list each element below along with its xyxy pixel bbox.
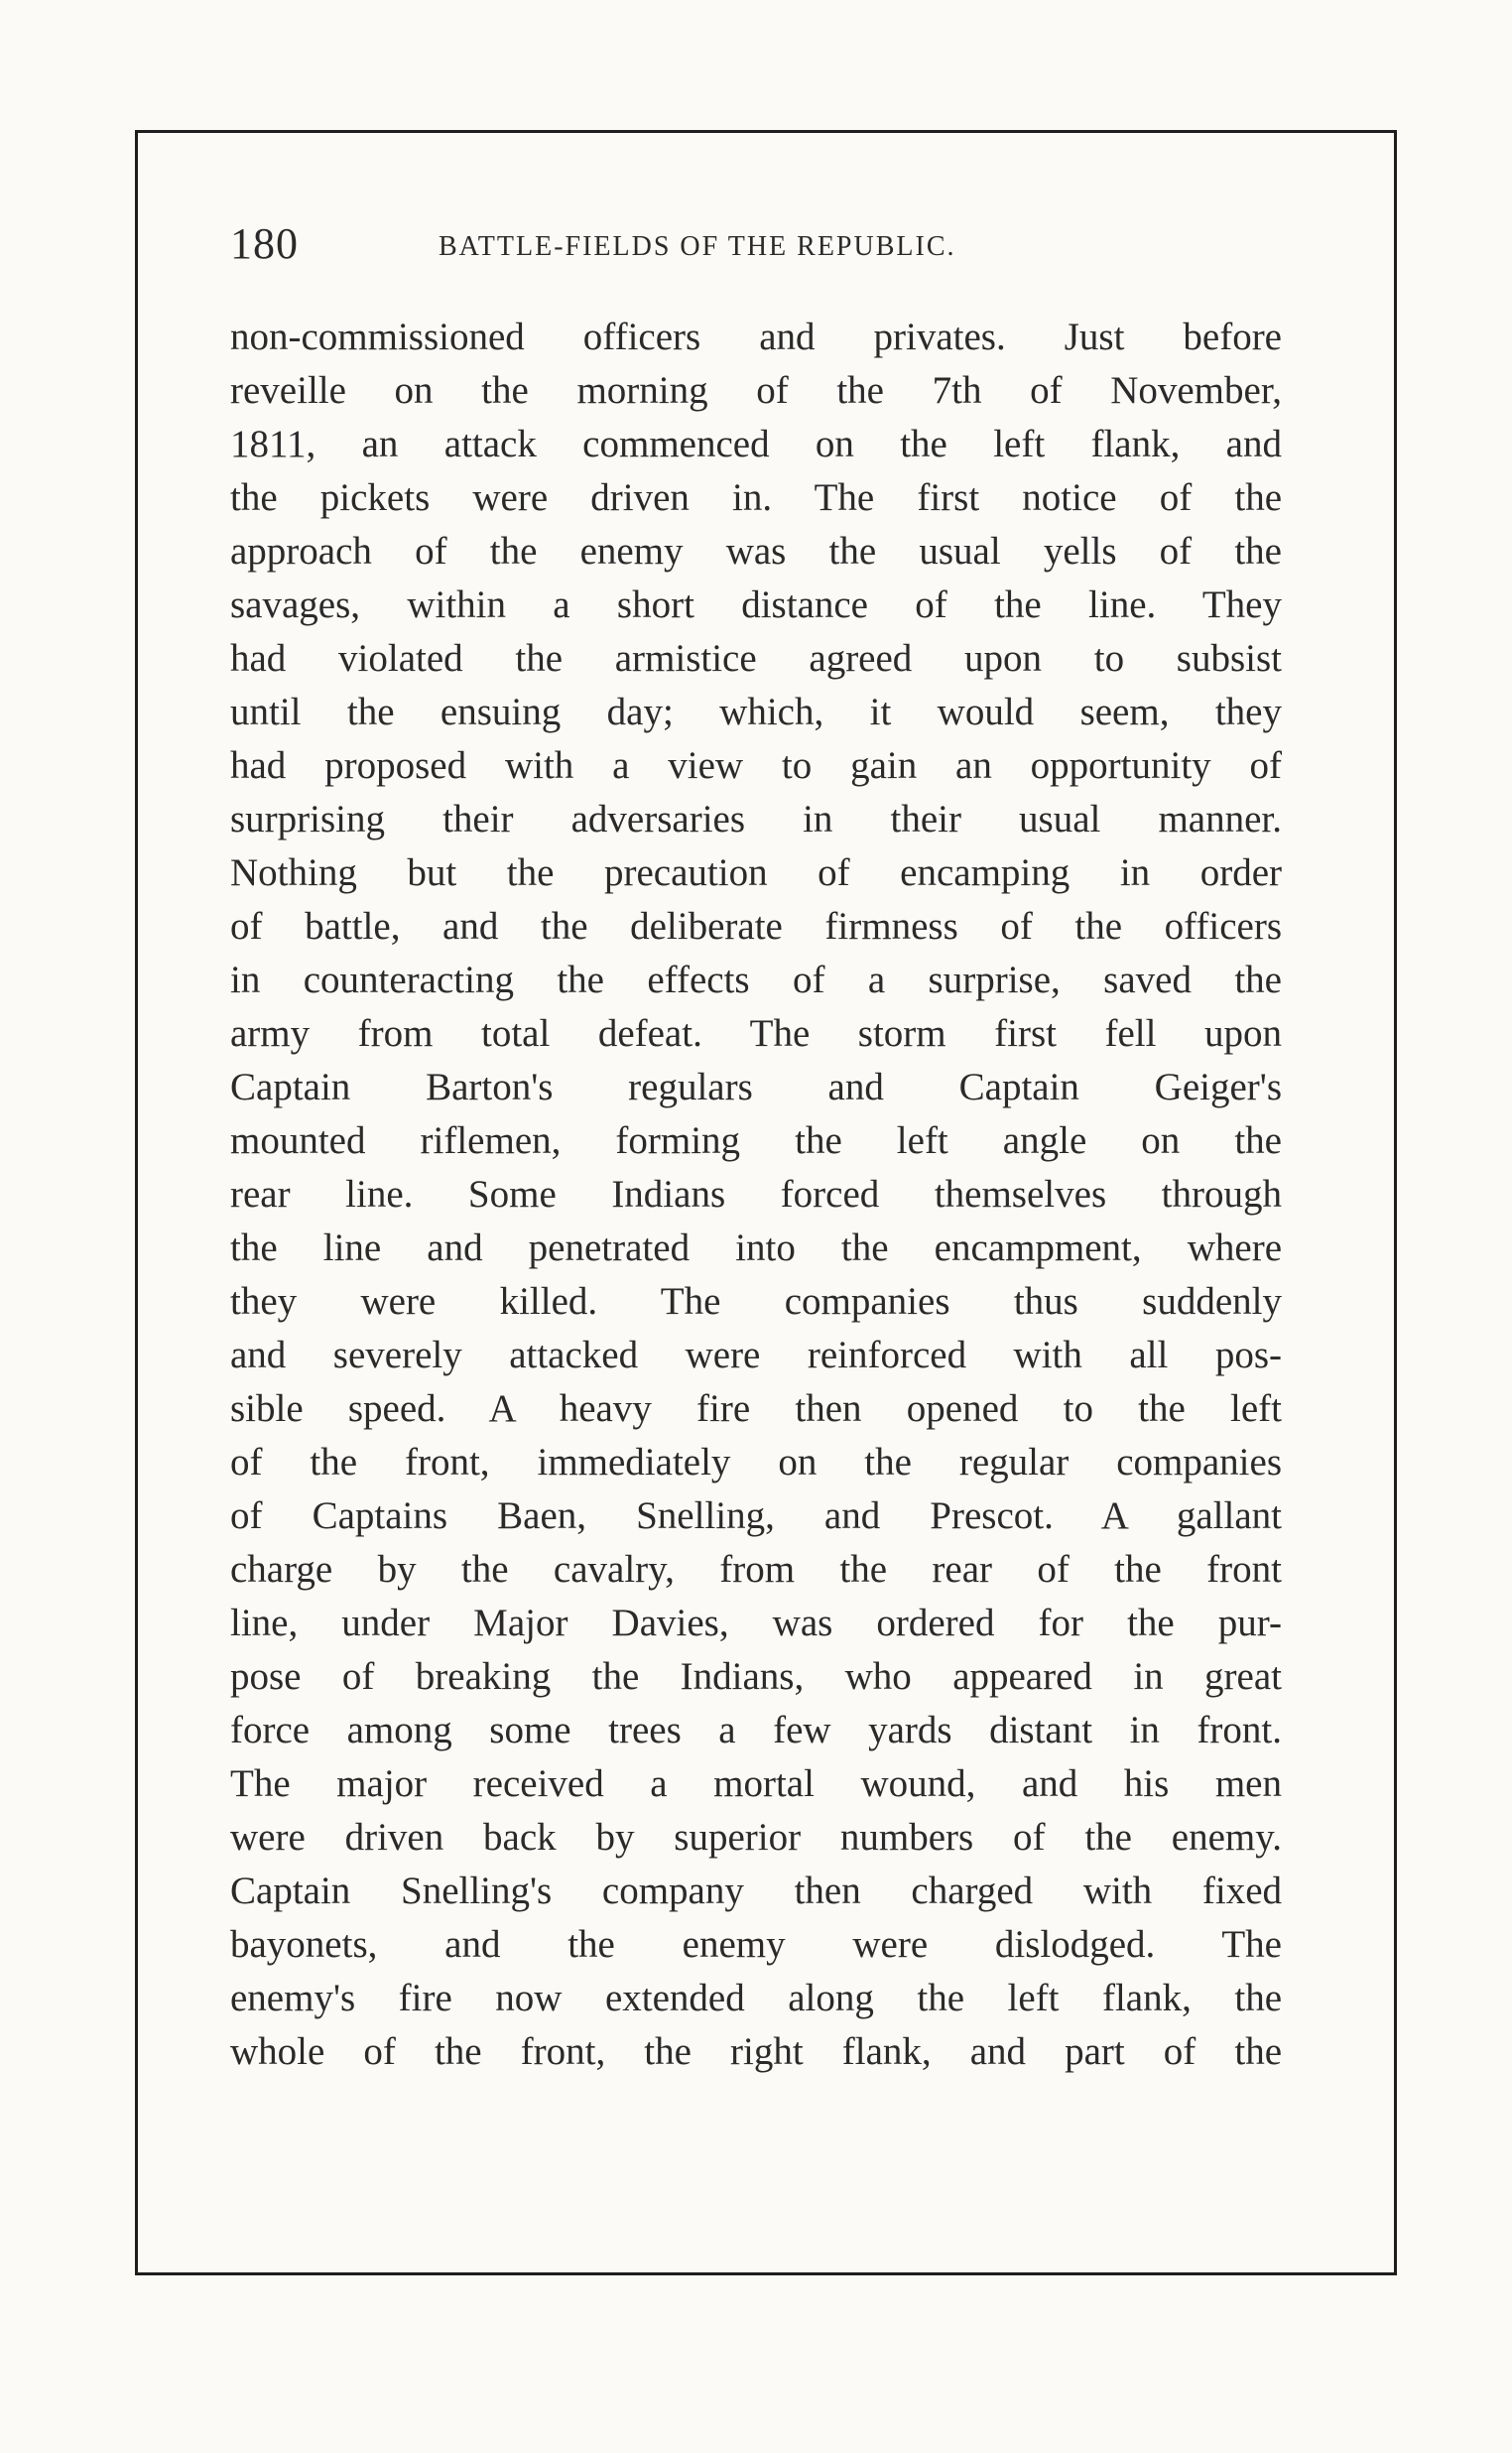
- text-line: Nothing but the precaution of encamping in order: [230, 851, 1282, 894]
- text-line: of Captains Baen, Snelling, and Prescot. A gallant: [230, 1494, 1282, 1537]
- text-line: the pickets were driven in. The first notice of the: [230, 476, 1282, 519]
- text-line: of battle, and the deliberate firmness of the officers: [230, 905, 1282, 948]
- text-line: The major received a mortal wound, and his men: [230, 1762, 1282, 1805]
- text-line: line, under Major Davies, was ordered for the pur-: [230, 1602, 1282, 1644]
- text-line: until the ensuing day; which, it would seem, they: [230, 691, 1282, 733]
- text-line: bayonets, and the enemy were dislodged. The: [230, 1923, 1282, 1966]
- text-line: of the front, immediately on the regular companies: [230, 1441, 1282, 1484]
- text-line: savages, within a short distance of the line. They: [230, 583, 1282, 626]
- text-line: had violated the armistice agreed upon to subsist: [230, 637, 1282, 680]
- text-line: reveille on the morning of the 7th of November,: [230, 369, 1282, 412]
- text-line: had proposed with a view to gain an opportunity of: [230, 744, 1282, 787]
- page-frame-right-rule: [1394, 130, 1397, 2275]
- running-title: BATTLE-FIELDS OF THE REPUBLIC.: [439, 231, 956, 262]
- text-line: charge by the cavalry, from the rear of the front: [230, 1548, 1282, 1591]
- text-line: army from total defeat. The storm first fell upon: [230, 1012, 1282, 1055]
- text-line: 1811, an attack commenced on the left flank, and: [230, 423, 1282, 465]
- text-line: non-commissioned officers and privates. Just before: [230, 316, 1282, 358]
- text-line: were driven back by superior numbers of the enemy.: [230, 1816, 1282, 1859]
- text-line: rear line. Some Indians forced themselves through: [230, 1173, 1282, 1216]
- running-head: [230, 214, 1282, 274]
- text-line: pose of breaking the Indians, who appeared in great: [230, 1655, 1282, 1698]
- text-line: surprising their adversaries in their usual manner.: [230, 798, 1282, 840]
- page-frame-bottom-rule: [135, 2272, 1397, 2275]
- text-line: sible speed. A heavy fire then opened to the left: [230, 1387, 1282, 1430]
- text-line: the line and penetrated into the encampment, where: [230, 1226, 1282, 1269]
- text-line: approach of the enemy was the usual yells of the: [230, 530, 1282, 573]
- page-frame-top-rule: [135, 130, 1397, 133]
- text-line: whole of the front, the right flank, and part of the: [230, 2030, 1282, 2073]
- text-line: in counteracting the effects of a surprise, saved the: [230, 959, 1282, 1001]
- page-frame-left-rule: [135, 130, 138, 2275]
- text-line: Captain Snelling's company then charged with fixed: [230, 1870, 1282, 1912]
- text-line: enemy's fire now extended along the left flank, the: [230, 1977, 1282, 2019]
- body-text: [230, 311, 1282, 2079]
- page-number: 180: [230, 219, 299, 268]
- text-line: mounted riflemen, forming the left angle on the: [230, 1119, 1282, 1162]
- text-line: Captain Barton's regulars and Captain Geiger's: [230, 1066, 1282, 1108]
- text-line: and severely attacked were reinforced with all pos-: [230, 1334, 1282, 1376]
- text-line: they were killed. The companies thus suddenly: [230, 1280, 1282, 1323]
- text-line: force among some trees a few yards distant in front.: [230, 1709, 1282, 1751]
